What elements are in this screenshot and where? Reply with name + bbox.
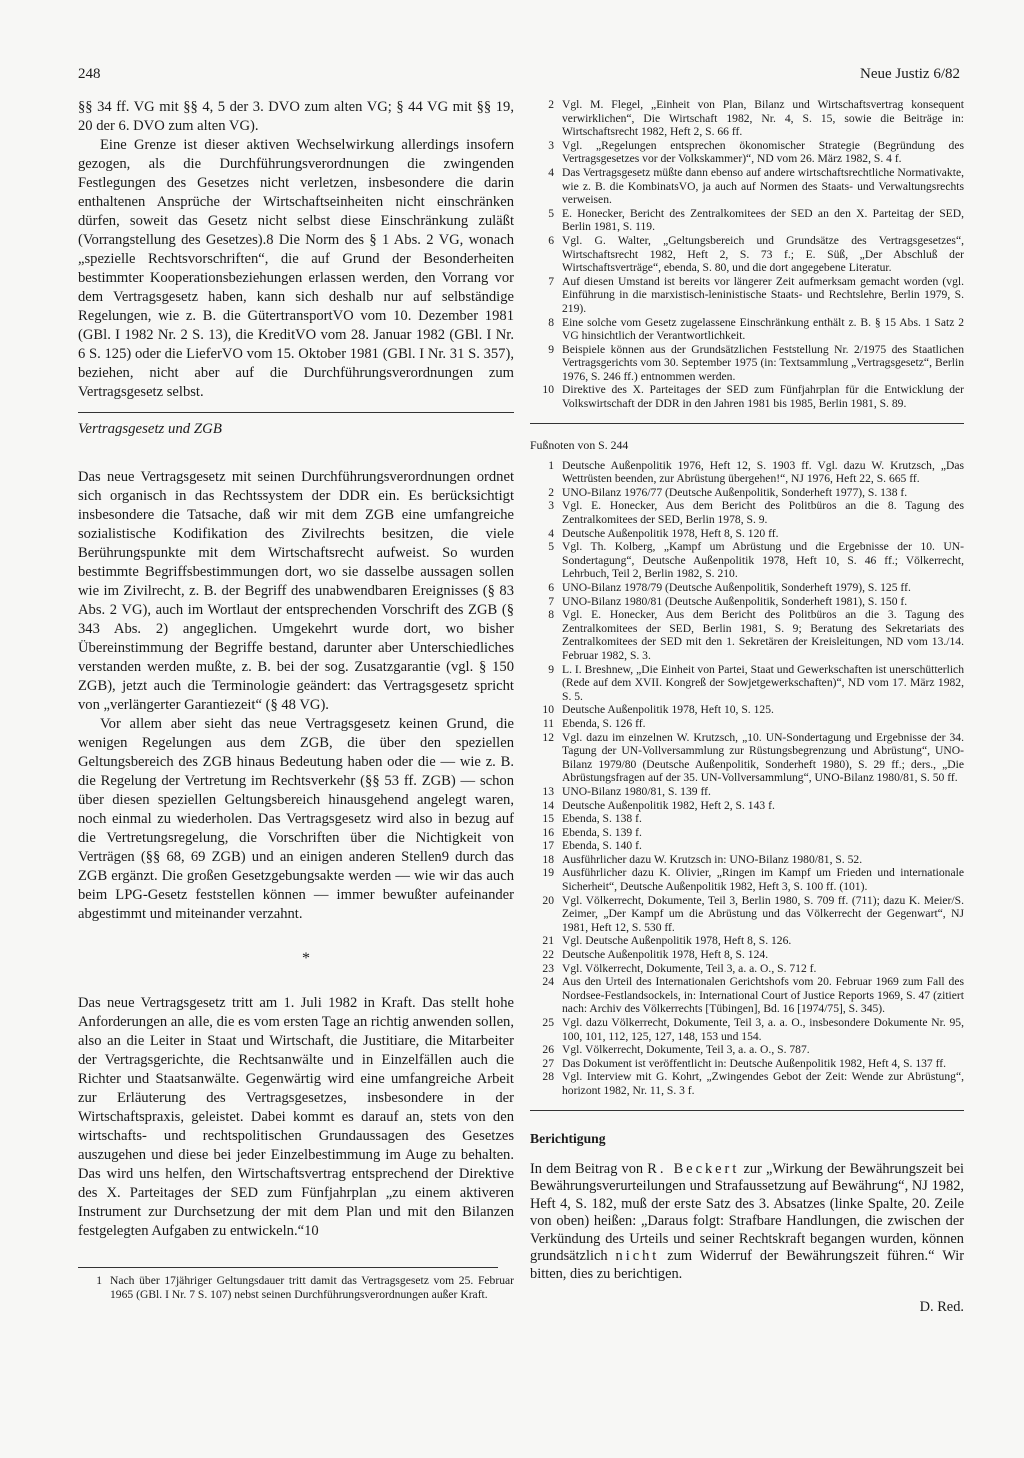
- footnote-text: Deutsche Außenpolitik 1982, Heft 2, S. 143 f.: [562, 798, 775, 812]
- footnote: [530, 839, 964, 853]
- footnote-text: Vgl. Deutsche Außenpolitik 1978, Heft 8, S. 126.: [562, 934, 792, 948]
- footnote-text: L. I. Breshnew, „Die Einheit von Partei, Staat und Gewerkschaften ist unerschütterlich (Rede auf dem XVII. Kongreß der Sowjetgewerkschaften)“, ND vom 17. März 1982, S. 5.: [562, 662, 964, 703]
- footnote-number: 9: [548, 342, 554, 356]
- footnote: [530, 812, 964, 826]
- footnote-text: Vgl. Th. Kolberg, „Kampf um Abrüstung und die Ergebnisse der 10. UN-Sondertagung“, Deutsche Außenpolitik 1978, Heft 10, S. 46 ff.; Völkerrecht, Lehrbuch, Teil 2, Berlin 1982, S. 210.: [562, 540, 964, 581]
- footnote-text: Auf diesen Umstand ist bereits vor längerer Zeit aufmerksam gemacht worden (vgl. Einführung in die marxistisch-leninistische Staats- und Rechtslehre, Berlin 1979, S. 219).: [562, 274, 964, 315]
- footnote-number: 19: [542, 866, 554, 880]
- journal-title: Neue Justiz 6/82: [860, 66, 960, 82]
- footnote: [530, 383, 964, 410]
- footnote-text: Vgl. Völkerrecht, Dokumente, Teil 3, a. a. O., S. 787.: [562, 1043, 810, 1057]
- footnotes-heading: Fußnoten von S. 244: [530, 437, 629, 452]
- correction-heading: Berichtigung: [530, 1130, 606, 1146]
- footnote-text: Vgl. dazu im einzelnen W. Krutzsch, „10. UN-Sondertagung und Ergebnisse der 34. Tagung der UN-Vollversammlung zur Rüstungsbegrenzung und Abrüstung“, UNO-Bilanz 1979/80 (Deutsche Außenpolitik, Sonderheft 1980), S. 29 ff.; ders., „Die Abrüstungsfragen auf der 35. UN-Vollversammlung“, UNO-Bilanz 1980/81, S. 50 ff.: [562, 730, 964, 785]
- footnote-number: 7: [548, 274, 554, 288]
- footnote-list: [530, 459, 964, 1098]
- footnote: [530, 608, 964, 662]
- paragraph: Vor allem aber sieht das neue Vertragsgesetz keinen Grund, die wenigen Regelungen aus dem ZGB, die über den speziellen Geltungsbereich des ZGB hinaus Bedeutung haben oder die — wie z. B. die Regelung der Vertretung im Rechtsverkehr (§§ 53 ff. ZGB) — schon über diesen speziellen Geltungsbereich hinausgehend angelegt waren, noch einmal zu wiederholen. Das Vertragsgesetz wird also in bezug auf die Vertretungsregelung, die Vorschriften über die Nichtigkeit von Verträgen (§§ 68, 69 ZGB) und an einigen anderen Stellen9 durch das ZGB ergänzt. Die großen Gesetzgebungsakte werden — wie wir das auch beim LPG-Gesetz feststellen können — immer bewußter aufeinander abgestimmt und miteinander verzahnt.: [78, 716, 514, 922]
- footnote-text: Ebenda, S. 138 f.: [562, 812, 642, 826]
- footnote-number: 10: [542, 703, 554, 717]
- footnote: [530, 343, 964, 384]
- footnote-text: Nach über 17jähriger Geltungsdauer tritt damit das Vertragsgesetz vom 25. Februar 1965 (GBl. I Nr. 7 S. 107) nebst seinen Durchführungsverordnungen außer Kraft.: [110, 1274, 514, 1301]
- footnote: [530, 486, 964, 500]
- footnote-number: 9: [548, 662, 554, 676]
- footnote: [530, 962, 964, 976]
- section-rule: [530, 1110, 964, 1111]
- footnote-number: 13: [542, 784, 554, 798]
- footnote-number: 26: [542, 1043, 554, 1057]
- paragraph: Das neue Vertragsgesetz mit seinen Durchführungsverordnungen ordnet sich organisch in das Rechtssystem der DDR ein. Es berücksichtigt insbesondere die Tatsache, daß wir mit dem ZGB eine umfangreiche sozialistische Kodifikation des Zivilrechts besitzen, die viele Berührungspunkte mit dem Wirtschaftsrecht aufweist. So wurden bestimmte Begriffsbestimmungen dort, wo sie dasselbe aussagen sollen wie im Zivilrecht, z. B. der Begriff des unabwendbaren Ereignisses (§ 83 Abs. 2 VG), auch im Wortlaut der entsprechenden Vorschrift des ZGB (§ 343 Abs. 2) angeglichen. Umgekehrt wurde dort, wo bisher Übereinstimmung der Begriffe bestand, darunter aber Unterschiedliches verstanden werden mußte, z. B. bei der sog. Zusatzgarantie (vgl. § 150 ZGB), jetzt auch die Terminologie geändert: das Vertragsgesetz spricht von „verlängerter Garantiezeit“ (§ 48 VG).: [78, 469, 514, 713]
- footnote-number: 11: [542, 716, 554, 730]
- footnote: [530, 139, 964, 166]
- footnote-number: 17: [542, 839, 554, 853]
- footnote: [530, 826, 964, 840]
- footnote: [530, 595, 964, 609]
- footnote-list: [530, 98, 964, 411]
- footnote-text: Ausführlicher dazu W. Krutzsch in: UNO-Bilanz 1980/81, S. 52.: [562, 852, 863, 866]
- correction-text-part: zur „Wirkung der Bewährungszeit bei Bewährungsverurteilungen und Strafaussetzung auf Bewährung“, NJ 1982, Heft 4, S. 182, muß der erste Satz des 3. Absatzes (linke Spalte, 20. Zeile von oben) heißen: „Daraus folgt: Strafbare Handlungen, die zwischen der Verkündung des Urteils und seiner Rechtskraft begangen wurden, können grundsätzlich: [530, 1160, 964, 1265]
- footnote-text: Ebenda, S. 126 ff.: [562, 716, 646, 730]
- footnote-text: Deutsche Außenpolitik 1978, Heft 8, S. 120 ff.: [562, 526, 779, 540]
- footnote-text: Vgl. M. Flegel, „Einheit von Plan, Bilanz und Wirtschaftsvertrag konsequent verwirklichen“, Die Wirtschaft 1982, Nr. 4, S. 15, sowie die Beiträge in: Wirtschaftsrecht 1982, Heft 2, S. 66 ff.: [562, 98, 964, 139]
- footnote: [530, 316, 964, 343]
- footnote-number: 20: [542, 893, 554, 907]
- footnote: [530, 717, 964, 731]
- footnote-text: Deutsche Außenpolitik 1976, Heft 12, S. 1903 ff. Vgl. dazu W. Krutzsch, „Das Wettrüsten beenden, zur Abrüstung übergehen!“, NJ 1976, Heft 22, S. 665 ff.: [562, 458, 964, 486]
- footnote-number: 6: [548, 581, 554, 594]
- footnote-number: 22: [542, 948, 554, 962]
- right-column: [530, 98, 964, 1316]
- correction-text-part: In dem Beitrag von: [530, 1160, 648, 1177]
- footnote: [530, 1057, 964, 1071]
- footnote-number: 16: [542, 825, 554, 839]
- footnote: [530, 1070, 964, 1097]
- footnote-number: 1: [96, 1274, 102, 1287]
- page-number: 248: [78, 66, 101, 82]
- footnote-number: 8: [548, 608, 554, 622]
- footnote: [530, 234, 964, 275]
- footnote: [530, 948, 964, 962]
- footnote: [530, 527, 964, 541]
- footnote-number: 23: [542, 961, 554, 975]
- footnote-number: 2: [548, 98, 554, 111]
- footnote-number: 3: [548, 138, 554, 152]
- correction-emphasis: nicht: [615, 1248, 660, 1265]
- footnote-text: Vgl. E. Honecker, Aus dem Bericht des Politbüros an die 3. Tagung des Zentralkomitees der SED, Berlin 1981, S. 9; Beratung des Sekretariats des Zentralkomitees der SED mit den 1. Sekretären der Kreisleitungen, ND vom 13./14. Februar 1982, S. 3.: [562, 608, 964, 662]
- footnote-number: 25: [542, 1016, 554, 1029]
- footnote-text: Vgl. Völkerrecht, Dokumente, Teil 3, a. a. O., S. 712 f.: [562, 961, 817, 975]
- footnote: [530, 275, 964, 316]
- footnote-text: UNO-Bilanz 1980/81 (Deutsche Außenpolitik, Sonderheft 1981), S. 150 f.: [562, 594, 908, 608]
- footnote-text: Ausführlicher dazu K. Olivier, „Ringen im Kampf um Frieden und internationale Sicherheit“, Deutsche Außenpolitik 1982, Heft 3, S. 100 ff. (101).: [562, 866, 964, 894]
- footnote-number: 5: [548, 540, 554, 554]
- footnote-number: 21: [542, 934, 554, 948]
- footnote: [530, 785, 964, 799]
- footnote-number: 8: [548, 315, 554, 329]
- footnote-number: 6: [548, 233, 554, 247]
- footnote-text: Vgl. G. Walter, „Geltungsbereich und Grundsätze des Vertragsgesetzes“, Wirtschaftsrecht 1982, Heft 2, S. 73 f.; E. Süß, „Der Abschluß der Wirtschaftsverträge“, ebenda, S. 80, und die dort angegebene Literatur.: [562, 233, 964, 275]
- footnote: [530, 98, 964, 139]
- footnote-number: 27: [542, 1056, 554, 1070]
- footnote-number: 7: [548, 594, 554, 608]
- footnote: [530, 731, 964, 785]
- footnote-text: Beispiele können aus der Grundsätzlichen Feststellung Nr. 2/1975 des Staatlichen Vertragsgerichts vom 30. September 1975 (in: Textsammlung „Vertragsgesetz“, Berlin 1976, S. 246 ff.) entnommen werden.: [562, 342, 964, 383]
- footnote: [530, 853, 964, 867]
- footnote-text: Vgl. dazu Völkerrecht, Dokumente, Teil 3, a. a. O., insbesondere Dokumente Nr. 95, 100, 101, 112, 125, 127, 148, 153 und 154.: [562, 1016, 964, 1043]
- left-column: [78, 98, 514, 1301]
- footnote-text: Vgl. E. Honecker, Aus dem Bericht des Politbüros an die 8. Tagung des Zentralkomitees der SED, Berlin 1978, S. 9.: [562, 499, 964, 527]
- footnote-text: Ebenda, S. 140 f.: [562, 839, 642, 853]
- footnote-number: 24: [542, 975, 554, 989]
- footnote-text: Vgl. „Regelungen entsprechen ökonomischer Strategie (Begründung des Vertragsgesetzes vor der Volkskammer)“, ND vom 26. März 1982, S. 4 f.: [562, 138, 964, 166]
- footnote-number: 5: [548, 206, 554, 220]
- footnote-number: 4: [548, 165, 554, 179]
- footnote-number: 10: [542, 383, 554, 397]
- footnote-text: UNO-Bilanz 1980/81, S. 139 ff.: [562, 784, 711, 798]
- footnote-number: 3: [548, 499, 554, 513]
- footnote: [530, 499, 964, 526]
- section-asterisk: *: [302, 950, 310, 967]
- footnote-text: Das Vertragsgesetz müßte dann ebenso auf andere wirtschaftsrechtliche Normativakte, wie z. B. die KombinatsVO, ja auch auf Normen des Staats- und Verwaltungsrechts verweisen.: [562, 165, 964, 207]
- correction-text: [530, 1161, 964, 1284]
- footnote-text: Deutsche Außenpolitik 1978, Heft 10, S. 125.: [562, 703, 774, 717]
- footnote-number: 28: [542, 1070, 554, 1084]
- footnote-number: 14: [542, 798, 554, 812]
- paragraph: Das neue Vertragsgesetz tritt am 1. Juli 1982 in Kraft. Das stellt hohe Anforderungen an alle, die es vom ersten Tage an richtig anwenden sollen, also an die Leiter in Staat und Wirtschaft, die Justitiare, die Mitarbeiter der Vertragsgerichte, die Rechtsanwälte und in Einzelfällen auch die Richter und Staatsanwälte. Gegenwärtig wird eine umfangreiche Arbeit zur Erläuterung des Vertragsgesetzes, insbesondere in der Wirtschaftspraxis, geleistet. Dabei kommt es darauf an, stets von den wirtschafts- und rechtspolitischen Grundaussagen des Gesetzes auszugehen und diese bei jeder Einzelbestimmung im Auge zu behalten. Das wird uns helfen, den Wirtschaftsvertrag entsprechend der Direktive des X. Parteitages der SED zum Fünfjahrplan „zu einem aktiveren Instrument zur Durchsetzung der mit dem Plan und mit den Bilanzen festgelegten Aufgaben zu entwickeln.“10: [78, 995, 514, 1239]
- footnote: [530, 459, 964, 486]
- footnote-number: 18: [542, 852, 554, 866]
- footnote: [530, 703, 964, 717]
- footnote: [530, 1043, 964, 1057]
- footnote: [530, 1016, 964, 1043]
- footnote-rule: [78, 1267, 498, 1268]
- footnote-text: Ebenda, S. 139 f.: [562, 825, 642, 839]
- footnote-text: Vgl. Völkerrecht, Dokumente, Teil 3, Berlin 1980, S. 709 ff. (711); dazu K. Meier/S. Zeimer, „Der Kampf um die Abrüstung und das Völkerrecht der Gegenwart“, NJ 1981, Heft 12, S. 530 ff.: [562, 893, 964, 934]
- footnote: [530, 975, 964, 1016]
- section-rule: [78, 412, 514, 413]
- footnote: [530, 866, 964, 893]
- section-heading: Vertragsgesetz und ZGB: [78, 421, 222, 437]
- correction-author: R. Beckert: [647, 1160, 740, 1177]
- footnote: [530, 166, 964, 207]
- paragraph: Eine Grenze ist dieser aktiven Wechselwirkung allerdings insofern gezogen, als die Durchführungsverordnungen die zwingenden Festlegungen des Gesetzes nicht verletzen, insbesondere die darin enthaltenen Ansprüche der Wirtschaftseinheiten nicht einschränken dürfen, soweit das Gesetz nicht selbst diese Einschränkung zuläßt (Vorrangstellung des Gesetzes).8 Die Norm des § 1 Abs. 2 VG, wonach „spezielle Rechtsvorschriften“, die auf Grund der Besonderheiten bestimmter Kooperationsbeziehungen erlassen werden, den Vorrang vor dem Vertragsgesetz haben, kann sich deshalb nur auf selbständige Regelungen, wie z. B. die GütertransportVO vom 10. Dezember 1981 (GBl. I 1982 Nr. 2 S. 13), die KreditVO vom 28. Januar 1982 (GBl. I Nr. 6 S. 125) oder die LieferVO vom 15. Oktober 1981 (GBl. I Nr. 31 S. 357), beziehen, nicht aber auf die Durchführungsverordnungen zum Vertragsgesetz selbst.: [78, 137, 514, 400]
- footnote: [78, 1274, 514, 1301]
- paragraph: §§ 34 ff. VG mit §§ 4, 5 der 3. DVO zum alten VG; § 44 VG mit §§ 19, 20 der 6. DVO zum alten VG).: [78, 99, 514, 134]
- footnote: [530, 894, 964, 935]
- footnote-number: 2: [548, 485, 554, 499]
- footnote-text: Das Dokument ist veröffentlicht in: Deutsche Außenpolitik 1982, Heft 4, S. 137 ff.: [562, 1056, 947, 1070]
- footnote-text: Deutsche Außenpolitik 1978, Heft 8, S. 124.: [562, 948, 769, 962]
- footnote-text: Eine solche vom Gesetz zugelassene Einschränkung enthält z. B. § 15 Abs. 1 Satz 2 VG hinsichtlich der Verantwortlichkeit.: [562, 315, 964, 343]
- footnote-text: Vgl. Interview mit G. Kohrt, „Zwingendes Gebot der Zeit: Wende zur Abrüstung“, horizont 1982, Nr. 11, S. 3 f.: [562, 1070, 964, 1097]
- footnote-text: Aus den Urteil des Internationalen Gerichtshofs vom 20. Februar 1969 zum Fall des Nordsee-Festlandsockels, in: International Court of Justice Reports 1969, S. 47 (zitiert nach: Archiv des Völkerrechts [Tübingen], Bd. 16 [1974/75], S. 345).: [562, 975, 964, 1016]
- footnote: [530, 934, 964, 948]
- footnote-text: E. Honecker, Bericht des Zentralkomitees der SED an den X. Parteitag der SED, Berlin 1981, S. 119.: [562, 206, 964, 234]
- footnote-rule: [530, 423, 964, 424]
- footnote-text: Direktive des X. Parteitages der SED zum Fünfjahrplan für die Entwicklung der Volkswirtschaft der DDR in den Jahren 1981 bis 1985, Berlin 1981, S. 89.: [562, 383, 964, 411]
- footnote-number: 12: [542, 730, 554, 744]
- footnote-number: 4: [548, 526, 554, 540]
- footnote: [530, 663, 964, 704]
- footnote: [530, 799, 964, 813]
- correction-text-part: zum Widerruf der Bewährungszeit führen.“ Wir bitten, dies zu berichtigen.: [530, 1248, 964, 1282]
- footnote-text: UNO-Bilanz 1978/79 (Deutsche Außenpolitik, Sonderheft 1979), S. 125 ff.: [562, 581, 911, 594]
- footnote: [530, 581, 964, 595]
- footnote-number: 15: [542, 812, 554, 826]
- footnote-number: 1: [548, 458, 554, 472]
- editorial-signature: D. Red.: [919, 1299, 964, 1316]
- footnote: [530, 207, 964, 234]
- footnote: [530, 540, 964, 581]
- footnote-text: UNO-Bilanz 1976/77 (Deutsche Außenpolitik, Sonderheft 1977), S. 138 f.: [562, 485, 908, 499]
